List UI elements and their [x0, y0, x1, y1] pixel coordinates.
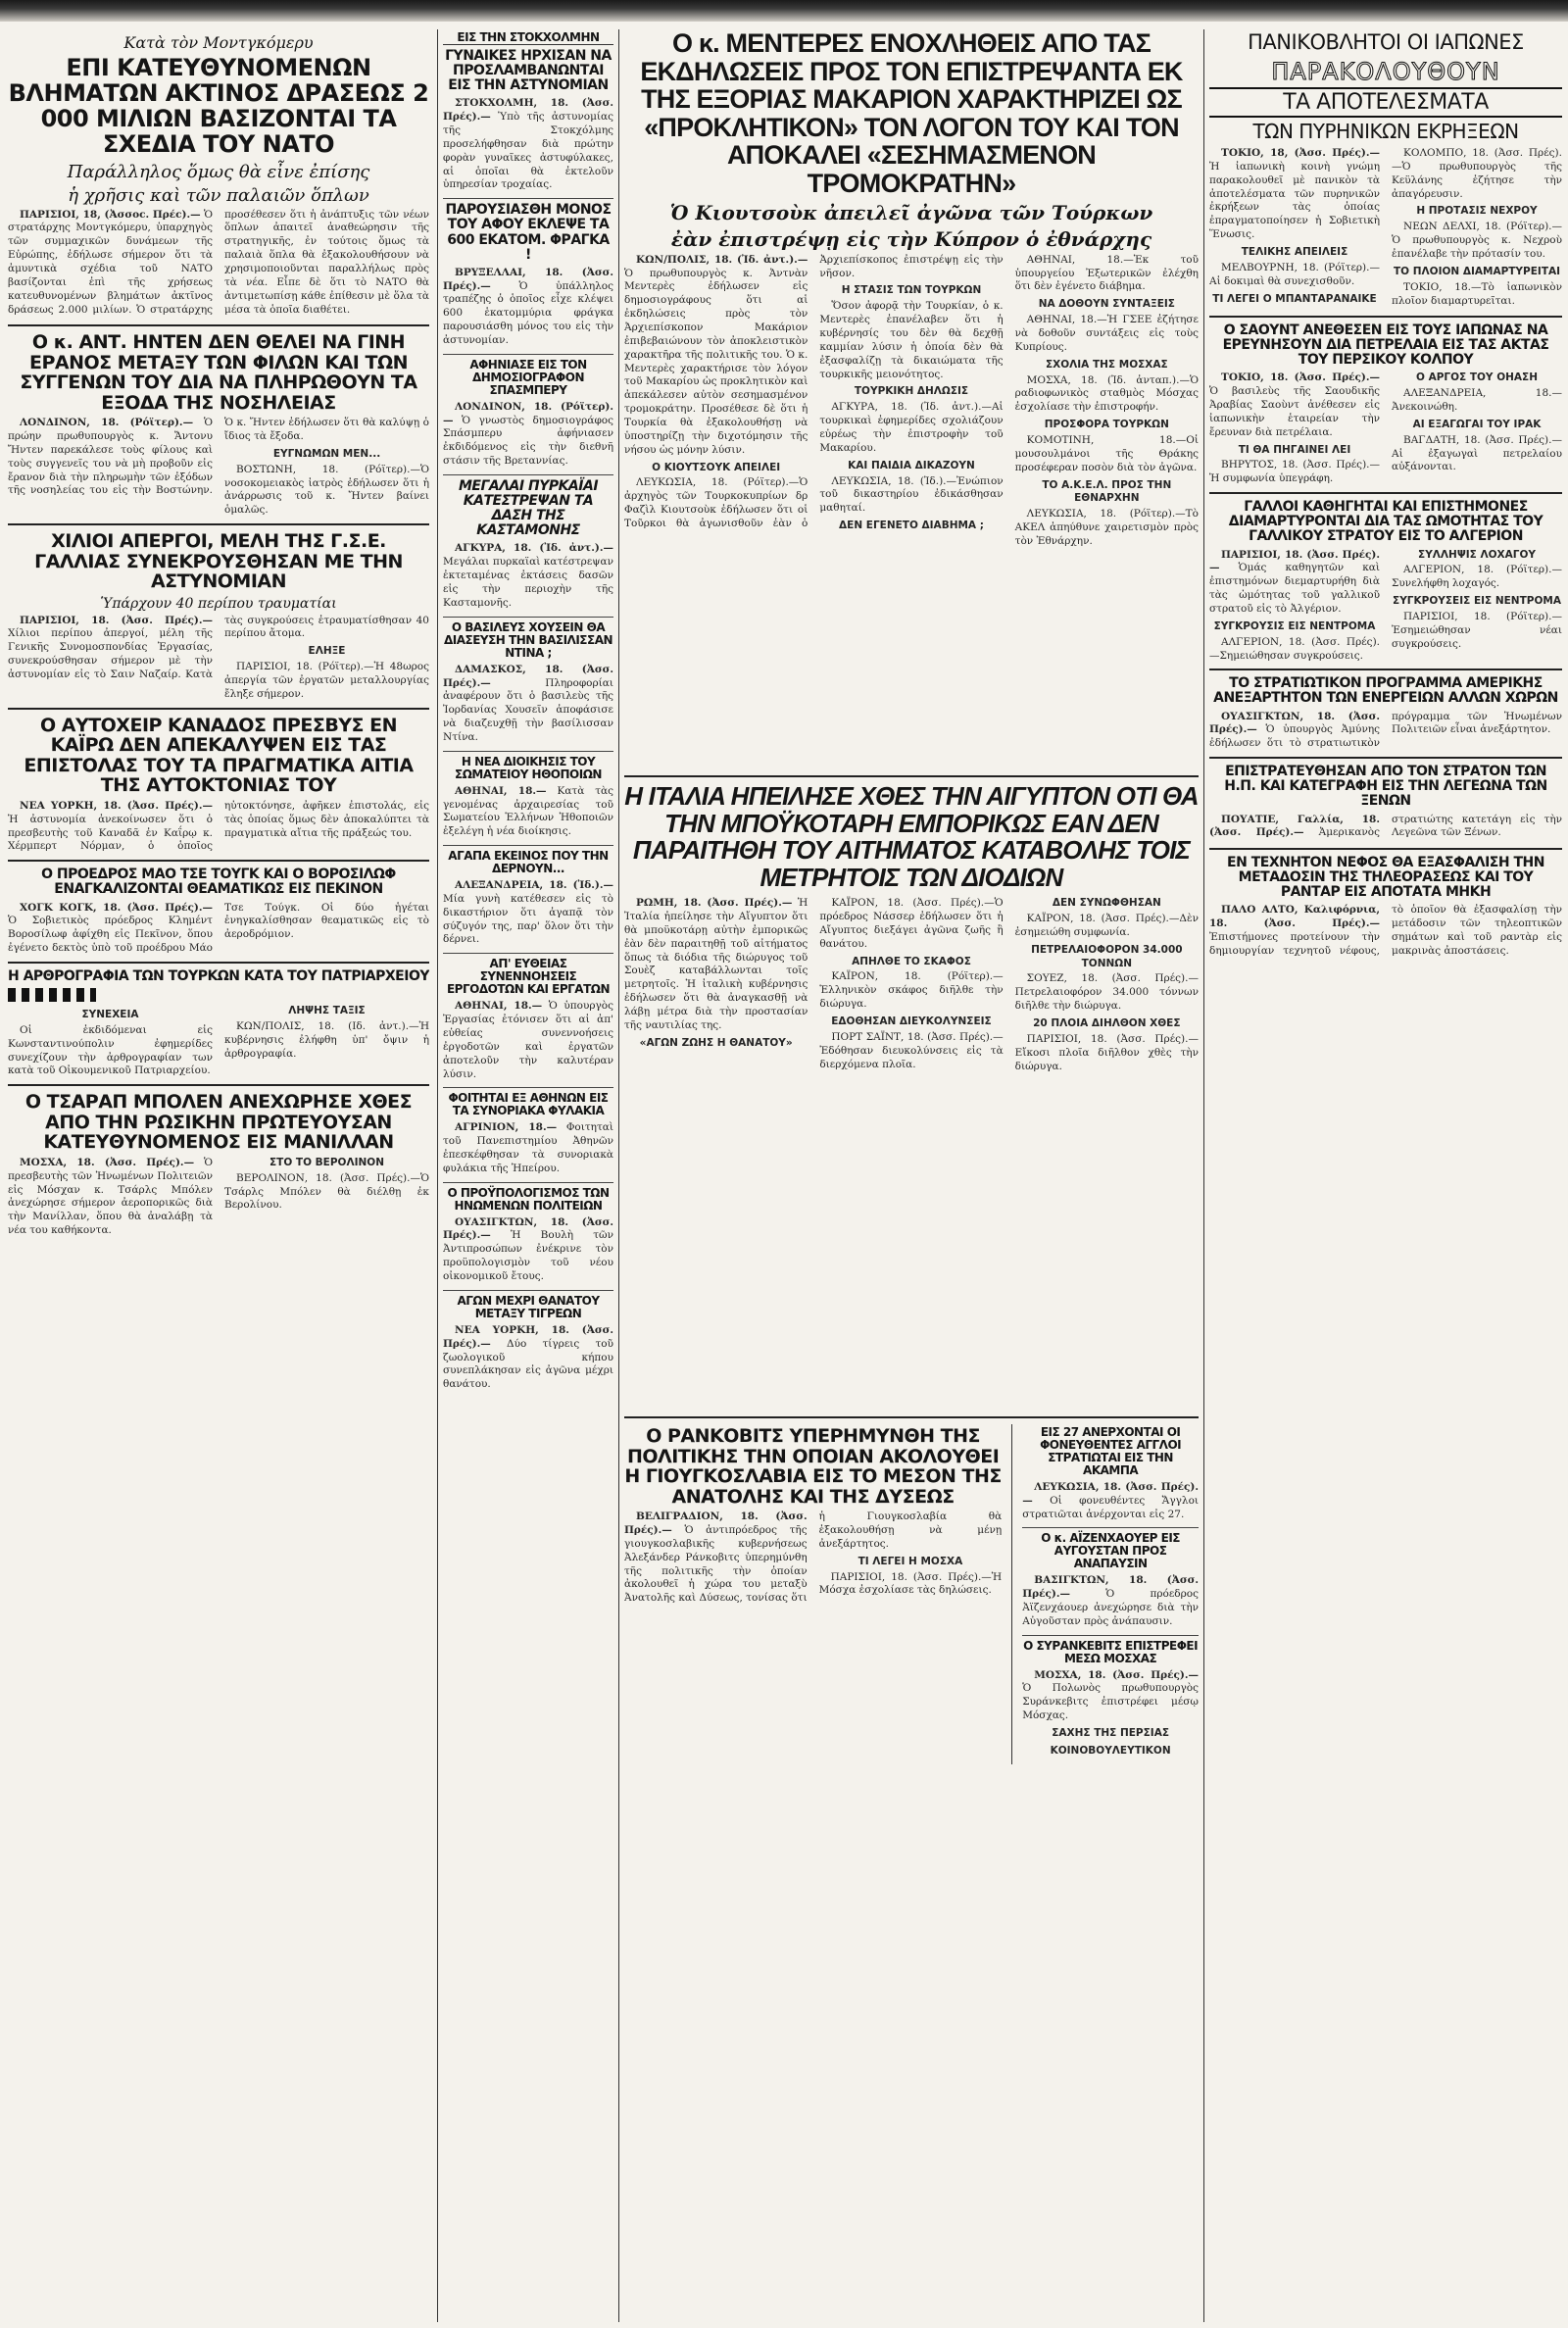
dateline: ΜΟΣΧΑ, 18. (Ἀσσ. Πρές).—: [1034, 1668, 1199, 1681]
section-subhead: ΤΟ ΠΛΟΙΟΝ ΔΙΑΜΑΡΤΥΡΕΙΤΑΙ: [1393, 265, 1561, 277]
article-body: [1209, 711, 1562, 752]
subheadline: Ὁ Κιουτσοὺκ ἀπειλεῖ ἀγῶνα τῶν Τούρκων: [669, 200, 1153, 224]
dateline: ΠΟΥΑΤΙΕ, Γαλλία, 18. (Ἀσσ. Πρές).—: [1209, 813, 1380, 839]
headline: Η ΑΡΘΡΟΓΡΑΦΙΑ ΤΩΝ ΤΟΥΡΚΩΝ ΚΑΤΑ ΤΟΥ ΠΑΤΡΙΑΡΧΕΙΟΥ: [8, 967, 429, 984]
headline: Ο ΒΑΣΙΛΕΥΣ ΧΟΥΣΕΙΝ ΘΑ ΔΙΑΣΕΥΣΗ ΤΗΝ ΒΑΣΙΛΙΣΣΑΝ ΝΤΙΝΑ ;: [443, 619, 613, 660]
dateline: ΚΩΝ/ΠΟΛΙΣ, 18. (Ἰδ. ἀντ.).—: [636, 253, 808, 266]
divider: [443, 1087, 613, 1088]
dateline: ΛΟΝΔΙΝΟΝ, 18. (Ρόϊτερ).—: [20, 417, 194, 429]
article-canada: [8, 716, 429, 855]
article-text: ΤΟΚΙΟ, 18.—Τὸ ἰαπωνικὸν πλοῖον διαμαρτυρεῖται.: [1392, 280, 1562, 307]
dateline: ΑΓΚΥΡΑ, 18. (Ἰδ. ἀντ.).—: [455, 542, 613, 555]
divider: [443, 845, 613, 846]
article-cloud: [1209, 856, 1562, 960]
article-text: Ἀμερικανὸς στρατιώτης κατετάγη εἰς τὴν Λεγεῶνα τῶν Ξένων.: [1318, 813, 1562, 839]
divider: [1209, 492, 1562, 494]
section-subhead: ΔΕΝ ΣΥΝΩΦΘΗΣΑΝ: [1052, 897, 1161, 910]
dateline: ΛΟΝΔΙΝΟΝ, 18. (Ρόϊτερ).—: [443, 400, 613, 426]
article-legion: [1209, 765, 1562, 842]
headline: Ο ΣΥΡΑΝΚΕΒΙΤΣ ΕΠΙΣΤΡΕΦΕΙ ΜΕΣΩ ΜΟΣΧΑΣ: [1023, 1638, 1199, 1665]
article-text: Ὁ ὑπουργὸς Ἀμύνης ἐδήλωσεν ὅτι τὸ στρατιωτικὸν πρόγραμμα τῶν Ἡνωμένων Πολιτειῶν εἶναι ἀνεξάρτητον.: [1209, 710, 1562, 750]
article-text: Ὁ Σοβιετικὸς πρόεδρος Κλημέντ Βοροσίλωφ ἀφίχθη εἰς Πεκῖνον, ὅπου ἐγένετο δεκτὸς ὑπὸ τοῦ προέδρου Μάο Τσε Τούγκ. Οἱ δύο ἡγέται ἐνηγκαλίσθησαν θεαματικῶς εἰς τὸ ἀεροδρόμιον.: [8, 901, 429, 955]
article-text: Ὁ πρόεδρος Ἀϊζενχάουερ ἀνεχώρησε διὰ τὴν Αὐγοῦσταν πρὸς ἀνάπαυσιν.: [1022, 1588, 1199, 1627]
divider: [8, 1084, 429, 1086]
section-subhead: ΤΙ ΛΕΓΕΙ Ο ΜΠΑΝΤΑΡΑΝΑΙΚΕ: [1212, 292, 1377, 305]
section-subhead: ΣΥΝΕΧΕΙΑ: [81, 1009, 139, 1021]
section-subhead: ΝΑ ΔΟΘΟΥΝ ΣΥΝΤΑΞΕΙΣ: [1038, 298, 1175, 311]
dateline: ΟΥΑΣΙΓΚΤΩΝ, 18. (Ἀσσ. Πρές).—: [1209, 710, 1380, 736]
section-subhead: ΤΟ Α.Κ.Ε.Λ. ΠΡΟΣ ΤΗΝ ΕΘΝΑΡΧΗΝ: [1042, 478, 1172, 505]
section-subhead: ΕΛΗΞΕ: [308, 645, 346, 658]
article-text: Ὁ Πολωνὸς πρωθυπουργὸς Συράνκεβιτς ἐπιστρέφει μέσῳ Μόσχας.: [1022, 1682, 1199, 1722]
dateline: ΒΡΥΞΕΛΛΑΙ, 18. (Ἀσσ. Πρές).—: [443, 266, 613, 292]
dateline: ΧΟΓΚ ΚΟΓΚ, 18. (Ἀσσ. Πρές).—: [20, 901, 213, 914]
dateline: ΑΛΕΞΑΝΔΡΕΙΑ, 18. (Ἰδ.).—: [455, 879, 613, 892]
headline: ΜΕΓΑΛΑΙ ΠΥΡΚΑΪΑΙ ΚΑΤΕΣΤΡΕΨΑΝ ΤΑ ΔΑΣΗ ΤΗΣ ΚΑΣΤΑΜΟΝΗΣ: [458, 478, 599, 539]
dateline: ΒΕΛΙΓΡΑΔΙΟΝ, 18. (Ἀσσ. Πρές).—: [624, 1511, 808, 1536]
article-body: [624, 897, 1199, 1073]
article-eisenhower: [1022, 1532, 1199, 1628]
article-text: Μεγάλαι πυρκαϊαὶ κατέστρεψαν ἐκτεταμένας ἐκτάσεις δασῶν εἰς τὴν περιοχὴν τῆς Κασταμονῆς.: [443, 556, 613, 609]
dateline: ΠΑΡΙΣΙΟΙ, 18, (Ἀσσοc. Πρέc).—: [20, 208, 201, 221]
article-body: [443, 267, 613, 348]
headline: ΓΑΛΛΟΙ ΚΑΘΗΓΗΤΑΙ ΚΑΙ ΕΠΙΣΤΗΜΟΝΕΣ ΔΙΑΜΑΡΤΥΡΟΝΤΑΙ ΔΙΑ ΤΑΣ ΩΜΟΤΗΤΑΣ ΤΟΥ ΓΑΛΛΙΚΟΥ ΣΤΡΑΤΟΥ ΕΙΣ ΤΟ ΑΛΓΕΡΙΟΝ: [1228, 499, 1544, 545]
dateline: ΑΘΗΝΑΙ, 18.—: [455, 784, 547, 797]
article-text: Ὁ πρεσβευτὴς τῶν Ἡνωμένων Πολιτειῶν εἰς Μόσχαν κ. Τσάρλς Μπόλεν ἀνεχώρησε σήμερον ἀεροπορικῶς διὰ τὴν Μανίλλαν, ὅπου θὰ ἀναλάβῃ τὰ νέα του καθήκοντα.: [8, 1156, 213, 1237]
article-body: [443, 542, 613, 610]
column-rule: [618, 29, 619, 2322]
column-4: [1209, 29, 1562, 2322]
article-body: [624, 254, 1199, 549]
headline-outline: ΠΑΡΑΚΟΛΟΥΘΟΥΝ: [1271, 57, 1500, 85]
article-text: Ὁ βασιλεὺς τῆς Σαουδικῆς Ἀραβίας Σαοὺντ ἀνέθεσεν εἰς ἰαπωνικὴν ἑταιρείαν τὴν ἔρευναν διὰ πετρέλαια.: [1209, 385, 1380, 438]
headline: ΕΠΙ ΚΑΤΕΥΘΥΝΟΜΕΝΩΝ ΒΛΗΜΑΤΩΝ ΑΚΤΙΝΟΣ ΔΡΑΣΕΩΣ 2 000 ΜΙΛΙΩΝ ΒΑΣΙΖΟΝΤΑΙ ΤΑ ΣΧΕΔΙΑ ΤΟΥ ΝΑΤΟ: [8, 54, 429, 158]
article-body: [1209, 371, 1562, 486]
headline: Ο κ. ΑΝΤ. ΗΝΤΕΝ ΔΕΝ ΘΕΛΕΙ ΝΑ ΓΙΝΗ ΕΡΑΝΟΣ ΜΕΤΑΞΥ ΤΩΝ ΦΙΛΩΝ ΚΑΙ ΤΩΝ ΣΥΓΓΕΝΩΝ ΤΟΥ ΔΙΑ ΝΑ ΠΛΗΡΩΘΟΥΝ ΤΑ ΕΞΟΔΑ ΤΗΣ ΝΟΣΗΛΕΙΑΣ: [20, 331, 417, 414]
section-subhead: Η ΣΤΑΣΙΣ ΤΩΝ ΤΟΥΡΚΩΝ: [841, 284, 982, 297]
divider: [443, 617, 613, 618]
article-body: [443, 879, 613, 947]
subheadline: ἡ χρῆσις καὶ τῶν παλαιῶν ὅπλων: [68, 184, 369, 206]
divider: [443, 751, 613, 752]
section-subhead: ΣΥΓΚΡΟΥΣΙΣ ΕΙΣ ΝΕΝΤΡΟΜΑ: [1213, 619, 1376, 632]
section-subhead: ΠΕΤΡΕΛΑΙΟΦΟΡΟΝ 34.000 ΤΟΝΝΩΝ: [1031, 943, 1183, 969]
headline: Η ΝΕΑ ΔΙΟΙΚΗΣΙΣ ΤΟΥ ΣΩΜΑΤΕΙΟΥ ΗΘΟΠΟΙΩΝ: [455, 754, 602, 781]
bottom-row: [624, 1424, 1199, 1764]
column-rule: [1011, 1424, 1012, 1764]
section-subhead: ΕΥΓΝΩΜΩΝ ΜΕΝ...: [272, 447, 381, 460]
article-body: [624, 1511, 1002, 1606]
article-text: Ἡ ἀστυνομία ἀνεκοίνωσεν ὅτι ὁ πρεσβευτὴς τοῦ Καναδᾶ ἐν Καΐρῳ κ. Χέρμπερτ Νόρμαν, ὁ ὁποῖος ηὐτοκτόνησε, ἀφῆκεν ἐπιστολάς, εἰς τὰς ὁποίας ὅμως δὲν ἀποκαλύπτει τὰ πραγματικὰ αἴτια τῆς πράξεώς του.: [8, 799, 429, 853]
divider: [443, 1290, 613, 1291]
article-menderes: [624, 29, 1199, 769]
section-subhead: ΑΠΗΛΘΕ ΤΟ ΣΚΑΦΟΣ: [852, 955, 971, 967]
section-subhead: Η ΠΡΟΤΑΣΙΣ ΝΕΧΡΟΥ: [1416, 205, 1538, 218]
article-text: ΚΟΜΟΤΙΝΗ, 18.—Οἱ μουσουλμάνοι τῆς Θράκης προσέφεραν ποσὸν διὰ τὸν ἀγῶνα.: [1014, 433, 1199, 473]
article-tigers: [443, 1295, 613, 1392]
headline: Η ΙΤΑΛΙΑ ΗΠΕΙΛΗΣΕ ΧΘΕΣ ΤΗΝ ΑΙΓΥΠΤΟΝ ΟΤΙ ΘΑ ΤΗΝ ΜΠΟΫΚΟΤΑΡΗ ΕΜΠΟΡΙΚΩΣ ΕΑΝ ΔΕΝ ΠΑΡΑΙΤΗΘΗ ΤΟΥ ΑΙΤΗΜΑΤΟΣ ΚΑΤΑΒΟΛΗΣ ΤΟΙΣ ΜΕΤΡΗΤΟΙΣ ΤΩΝ ΔΙΟΔΙΩΝ: [624, 783, 1199, 892]
article-text: ΠΑΡΙΣΙΟΙ, 18. (Ρόϊτερ).—Ἐσημειώθησαν νέαι συγκρούσεις.: [1392, 610, 1562, 650]
section-subhead: ΚΑΙ ΠΑΙΔΙΑ ΔΙΚΑΖΟΥΝ: [848, 459, 975, 471]
article-text: Ὅσον ἀφορᾷ τὴν Τουρκίαν, ὁ κ. Μεντερὲς ἐπανέλαβεν ὅτι ἡ κυβέρνησίς του δὲν θὰ δεχθῇ καμμίαν λύσιν ἡ ὁποία δὲν θὰ ἐξασφαλίζῃ τὰ δικαιώματα τῆς τουρκικῆς μειονότητος.: [819, 300, 1004, 380]
article-text: Ὁ ὑπάλληλος τραπέζης ὁ ὁποῖος εἶχε κλέψει 600 ἑκατομμύρια φράγκα παρουσιάσθη μόνος του εἰς τὴν ἀστυνομίαν.: [443, 279, 613, 347]
article-text: ΑΘΗΝΑΙ, 18.—Ἐκ τοῦ ὑπουργείου Ἐξωτερικῶν ἐλέχθη ὅτι δὲν ἐγένετο διάβημα.: [1014, 253, 1199, 293]
article-text: ΠΑΡΙΣΙΟΙ, 18. (Ἀσσ. Πρές).—Ἡ Μόσχα ἐσχολίασε τὰς δηλώσεις.: [818, 1570, 1003, 1597]
article-text: ΚΑΪΡΟΝ, 18. (Ρόϊτερ).—Ἑλληνικὸν σκάφος διῆλθε τὴν διώρυγα.: [819, 970, 1004, 1011]
divider: [624, 1416, 1199, 1418]
headline: Ο ΤΣΑΡΑΠ ΜΠΟΛΕΝ ΑΝΕΧΩΡΗΣΕ ΧΘΕΣ ΑΠΟ ΤΗΝ ΡΩΣΙΚΗΝ ΠΡΩΤΕΥΟΥΣΑΝ ΚΑΤΕΥΘΥΝΟΜΕΝΟΣ ΕΙΣ ΜΑΝΙΛΛΑΝ: [24, 1091, 413, 1154]
article-text: ΜΕΛΒΟΥΡΝΗ, 18. (Ρόϊτερ).—Αἱ δοκιμαὶ θὰ συνεχισθοῦν.: [1209, 261, 1380, 287]
dateline: ΒΑΣΙΓΚΤΩΝ, 18. (Ἀσσ. Πρές).—: [1022, 1574, 1199, 1601]
section-subhead: ΤΙ ΘΑ ΠΗΓΑΙΝΕΙ ΛΕΙ: [1238, 443, 1351, 456]
article-text: Ὑπὸ τῆς ἀστυνομίας τῆς Στοκχόλμης προσελήφθησαν διὰ πρώτην φορὰν γυναῖκες ἀστυφύλακες, αἱ ὁποῖαι θὰ ἐκτελοῦν ὑπηρεσίαν τροχαίας.: [443, 111, 613, 191]
article-francs: [443, 203, 613, 348]
headline: ΕΙΣ 27 ΑΝΕΡΧΟΝΤΑΙ ΟΙ ΦΟΝΕΥΘΕΝΤΕΣ ΑΓΓΛΟΙ ΣΤΡΑΤΙΩΤΑΙ ΕΙΣ ΤΗΝ ΑΚΑΜΠΑ: [1040, 1425, 1182, 1477]
column-2: [443, 29, 613, 2322]
section-subhead: ΣΤΟ ΤΟ ΒΕΡΟΛΙΝΟΝ: [270, 1156, 384, 1168]
article-text: Κατὰ τὰς γενομένας ἀρχαιρεσίας τοῦ Σωματείου Ἑλλήνων Ἠθοποιῶν ἐξελέγη ἡ νέα διοίκησις.: [443, 784, 613, 838]
headline: ΤΟ ΣΤΡΑΤΙΩΤΙΚΟΝ ΠΡΟΓΡΑΜΜΑ ΑΜΕΡΙΚΗΣ ΑΝΕΞΑΡΤΗΤΟΝ ΤΩΝ ΕΝΕΡΓΕΙΩΝ ΑΛΛΩΝ ΧΩΡΩΝ: [1213, 675, 1558, 707]
article-us-military: [1209, 676, 1562, 751]
article-body: [443, 785, 613, 839]
section-subhead: ΚΟΙΝΟΒΟΥΛΕΥΤΙΚΟΝ: [1050, 1744, 1171, 1757]
headline: ΓΥΝΑΙΚΕΣ ΗΡΧΙΣΑΝ ΝΑ ΠΡΟΣΛΑΜΒΑΝΩΝΤΑΙ ΕΙΣ ΤΗΝ ΑΣΤΥΝΟΜΙΑΝ: [445, 47, 612, 94]
dateline: ΑΘΗΝΑΙ, 18.—: [455, 1000, 543, 1013]
article-text: ΛΕΥΚΩΣΙΑ, 18. (Ρόϊτερ).—Τὸ ΑΚΕΛ ἀπηύθυνε χαιρετισμὸν πρὸς τὸν Ἐθνάρχην.: [1014, 508, 1199, 547]
article-text: ΑΘΗΝΑΙ, 18.—Ἡ ΓΣΕΕ ἐζήτησε νὰ δοθοῦν συντάξεις εἰς τοὺς Κυπρίους.: [1014, 314, 1199, 353]
headline: ΕΝ ΤΕΧΝΗΤΟΝ ΝΕΦΟΣ ΘΑ ΕΞΑΣΦΑΛΙΣΗ ΤΗΝ ΜΕΤΑΔΟΣΙΝ ΤΗΣ ΤΗΛΕΟΡΑΣΕΩΣ ΚΑΙ ΤΟΥ ΡΑΝΤΑΡ ΕΙΣ ΑΠΟΤΑΤΑ ΜΗΚΗ: [1227, 854, 1544, 900]
section-subhead: 20 ΠΛΟΙΑ ΔΙΗΛΘΟΝ ΧΘΕΣ: [1033, 1017, 1181, 1030]
article-text: Ὁ στρατάρχης Μοντγκόμερυ, ὑπαρχηγὸς τῶν συμμαχικῶν δυνάμεων τῆς Εὐρώπης, ἐδήλωσε σήμερον ὅτι τὰ ἀμυντικὰ σχέδια τοῦ ΝΑΤΟ βασίζονται ἐπὶ τῆς χρήσεως κατευθυνομένων βλημάτων ἀκτῖνος δράσεως 2.000 μιλίων. Ὁ στρατάρχης προσέθεσεν ὅτι ἡ ἀνάπτυξις τῶν νέων ὅπλων ἀπαιτεῖ ἀναθεώρησιν τῆς στρατηγικῆς, ἐν τούτοις ὅμως τὰ παλαιὰ ὅπλα θὰ ἐξακολουθήσουν νὰ χρησιμοποιοῦνται παραλλήλως πρὸς τὰ νέα. Εἶπε δὲ ὅτι τὸ ΝΑΤΟ θὰ ἀντιμετωπίσῃ κάθε ἐπίθεσιν μὲ ὅλα τὰ μέσα τὰ ὁποῖα διαθέτει.: [8, 208, 429, 316]
decorative-pattern: [8, 988, 96, 1002]
article-body: [1209, 814, 1562, 842]
divider: [1209, 316, 1562, 318]
article-cyrankiewicz: [1022, 1640, 1199, 1758]
article-text: ΒΕΡΟΛΙΝΟΝ, 18. (Ἀσσ. Πρές).—Ὁ Τσάρλς Μπόλεν θὰ διέλθῃ ἐκ Βερολίνου.: [224, 1171, 429, 1212]
column-3: [624, 29, 1199, 2322]
subheadline: Ὑπάρχουν 40 περίπου τραυματίαι: [100, 595, 337, 612]
column-1: [8, 29, 429, 2322]
article-fires: [443, 479, 613, 611]
article-text: ΚΩΝ/ΠΟΛΙΣ, 18. (Ιδ. ἀντ.).—Ἡ κυβέρνησις ἐλήφθη ὑπ' ὄψιν ἡ ἀρθρογραφία.: [224, 1019, 429, 1060]
article-text: ΚΑΪΡΟΝ, 18. (Ἀσσ. Πρές).—Ὁ πρόεδρος Νάσσερ ἐδήλωσεν ὅτι ἡ Αἴγυπτος διεξάγει ἀγῶνα ζωῆς ἢ θανάτου.: [819, 897, 1004, 950]
article-journalist: [443, 359, 613, 469]
article-body: [443, 97, 613, 192]
headline: ΑΓΑΠΑ ΕΚΕΙΝΟΣ ΠΟΥ ΤΗΝ ΔΕΡΝΟΥΝ...: [448, 849, 609, 876]
article-text: ΜΟΣΧΑ, 18. (Ἰδ. ἀνταπ.).—Ὁ ραδιοφωνικὸς σταθμὸς Μόσχας ἐσχολίασε τὴν ἐπιστροφήν.: [1014, 373, 1199, 414]
headline: ΦΟΙΤΗΤΑΙ ΕΞ ΑΘΗΝΩΝ ΕΙΣ ΤΑ ΣΥΝΟΡΙΑΚΑ ΦΥΛΑΚΙΑ: [448, 1091, 609, 1118]
divider: [443, 474, 613, 475]
article-students: [443, 1092, 613, 1175]
article-strikers: [8, 531, 429, 702]
column-rule: [437, 29, 438, 2322]
section-subhead: ΣΥΛΛΗΨΙΣ ΛΟΧΑΓΟΥ: [1418, 548, 1536, 561]
article-text: Πληροφορίαι ἀναφέρουν ὅτι ὁ βασιλεὺς τῆς Ἰορδανίας Χουσεῖν ἀποφάσισε νὰ διαζευχθῇ τὴν βασίλισσαν Ντίνα.: [443, 676, 613, 743]
headline: Ο ΡΑΝΚΟΒΙΤΣ ΥΠΕΡΗΜΥΝΘΗ ΤΗΣ ΠΟΛΙΤΙΚΗΣ ΤΗΝ ΟΠΟΙΑΝ ΑΚΟΛΟΥΘΕΙ Η ΓΙΟΥΓΚΟΣΛΑΒΙΑ ΕΙΣ ΤΟ ΜΕΣΟΝ ΤΗΣ ΑΝΑΤΟΛΗΣ ΚΑΙ ΤΗΣ ΔΥΣΕΩΣ: [624, 1425, 1002, 1508]
article-text: ΑΓΚΥΡΑ, 18. (Ἰδ. ἀντ.).—Αἱ τουρκικαὶ ἐφημερίδες σχολιάζουν εὐρέως τὴν ἐπιστροφὴν τοῦ Μακαρίου.: [819, 401, 1004, 454]
article-body: [8, 1157, 429, 1238]
article-algeria: [1209, 500, 1562, 663]
article-italy: [624, 783, 1199, 1411]
side-column: [1022, 1424, 1199, 1764]
headline: Ο ΣΑΟΥΝΤ ΑΝΕΘΕΣΕΝ ΕΙΣ ΤΟΥΣ ΙΑΠΩΝΑΣ ΝΑ ΕΡΕΥΝΗΣΟΥΝ ΔΙΑ ΠΕΤΡΕΛΑΙΑ ΕΙΣ ΤΑΣ ΑΚΤΑΣ ΤΟΥ ΠΕΡΣΙΚΟΥ ΚΟΛΠΟΥ: [1222, 322, 1549, 369]
article-text: Ὁ ὑπουργὸς Ἐργασίας ἐτόνισεν ὅτι αἱ ἀπ' εὐθείας συνεννοήσεις ἐργοδοτῶν καὶ ἐργατῶν ἀποτελοῦν τὴν καλυτέραν λύσιν.: [443, 1000, 613, 1080]
section-subhead: Ο ΑΡΓΟΣ ΤΟΥ ΟΗΑΣΗ: [1416, 371, 1538, 384]
article-text: ΠΑΡΙΣΙΟΙ, 18. (Ρόϊτερ).—Ἡ 48ωρος ἀπεργία τῶν ἐργατῶν μεταλλουργίας ἔληξε σήμερον.: [224, 661, 429, 700]
kicker: Κατὰ τὸν Μοντγκόμερυ: [123, 33, 314, 52]
dateline: ΤΟΚΙΟ, 18, (Ἀσσ. Πρές).—: [1221, 147, 1380, 160]
article-body: [443, 1324, 613, 1392]
article-text: Ἡ ἰαπωνικὴ κοινὴ γνώμη παρακολουθεῖ μὲ πανικὸν τὰ ἀποτελέσματα τῶν πυρηνικῶν ἐκρήξεων τὰς ὁποίας ἐπραγματοποίησεν ἡ Σοβιετικὴ Ἕνωσις.: [1209, 160, 1380, 241]
dateline: ΠΑΡΙΣΙΟΙ, 18. (Ἀσσ. Πρές).—: [1209, 548, 1380, 574]
article-text: Ἐπιστήμονες προτείνουν τὴν δημιουργίαν τεχνητοῦ νέφους, τὸ ὁποῖον θὰ ἐξασφαλίσῃ τὴν μετάδοσιν τῶν τηλεοπτικῶν σημάτων καὶ τοῦ ραντὰρ εἰς μακρινὰς ἀποστάσεις.: [1209, 904, 1562, 957]
divider: [8, 708, 429, 710]
article-text: Χίλιοι περίπου ἀπεργοί, μέλη τῆς Γενικῆς Συνομοσπονδίας Ἐργασίας, συνεκρούσθησαν σήμερον μὲ τὴν ἀστυνομίαν εἰς τὸ Σαιν Ναζαίρ. Κατὰ τὰς συγκρούσεις ἐτραυματίσθησαν 40 περίπου ἄτομα.: [8, 614, 429, 681]
article-text: ΠΑΡΙΣΙΟΙ, 18. (Ἀσσ. Πρές).—Εἴκοσι πλοῖα διῆλθον χθὲς τὴν διώρυγα.: [1014, 1032, 1199, 1072]
section-subhead: ΔΕΝ ΕΓΕΝΕΤΟ ΔΙΑΒΗΜΑ ;: [839, 520, 984, 532]
headline: Ο ΑΥΤΟΧΕΙΡ ΚΑΝΑΔΟΣ ΠΡΕΣΒΥΣ ΕΝ ΚΑΪΡΩ ΔΕΝ ΑΠΕΚΑΛΥΨΕΝ ΕΙΣ ΤΑΣ ΕΠΙΣΤΟΛΑΣ ΤΟΥ ΤΑ ΠΡΑΓΜΑΤΙΚΑ ΑΙΤΙΑ ΤΗΣ ΑΥΤΟΚΤΟΝΙΑΣ ΤΟΥ: [24, 714, 414, 797]
article-body: [1209, 147, 1562, 310]
article-eden: [8, 332, 429, 518]
article-body: [443, 1216, 613, 1284]
article-body: [8, 209, 429, 319]
article-patriarchate: [8, 969, 429, 1078]
section-subhead: ΤΙ ΛΕΓΕΙ Η ΜΟΣΧΑ: [858, 1555, 963, 1567]
divider: [1209, 848, 1562, 850]
article-text: Ὁ πρώην πρωθυπουργὸς κ. Ἄντονυ Ἤντεν παρεκάλεσε τοὺς φίλους καὶ τοὺς συγγενεῖς του νὰ μὴ προβοῦν εἰς ἔρανον διὰ τὴν πληρωμὴν τῶν ἐξόδων τῆς νοσηλείας του εἰς τὴν Βοστώνην. Ὁ κ. Ἤντεν ἐδήλωσεν ὅτι θὰ καλύψῃ ὁ ἴδιος τὰ ἔξοδα.: [8, 417, 429, 497]
article-text: Δύο τίγρεις τοῦ ζωολογικοῦ κήπου συνεπλάκησαν εἰς ἀγῶνα μέχρι θανάτου.: [443, 1337, 613, 1391]
article-body: [1022, 1574, 1199, 1628]
article-text: ΒΟΣΤΩΝΗ, 18. (Ρόϊτερ).—Ὁ νοσοκομειακὸς ἰατρὸς ἐδήλωσεν ὅτι ἡ ἀνάρρωσις τοῦ κ. Ἤντεν βαίνει ὁμαλῶς.: [224, 463, 429, 517]
article-actors: [443, 756, 613, 839]
article-text: Ὁμάς καθηγητῶν καὶ ἐπιστημόνων διεμαρτυρήθη διὰ τὰς ὠμότητας τοῦ γαλλικοῦ στρατοῦ εἰς τὸ Ἀλγέριον.: [1209, 562, 1380, 615]
divider: [1209, 757, 1562, 759]
article-bohlen: [8, 1092, 429, 1238]
section-subhead: ΣΑΧΗΣ ΤΗΣ ΠΕΡΣΙΑΣ: [1052, 1727, 1170, 1740]
headline: ΕΠΙΣΤΡΑΤΕΥΘΗΣΑΝ ΑΠΟ ΤΟΝ ΣΤΡΑΤΟΝ ΤΩΝ Η.Π. ΚΑΙ ΚΑΤΕΓΡΑΦΗ ΕΙΣ ΤΗΝ ΛΕΓΕΩΝΑ ΤΩΝ ΞΕΝΩΝ: [1224, 764, 1547, 810]
subheadline: ἐὰν ἐπιστρέψῃ εἰς τὴν Κύπρον ὁ ἐθνάρχης: [670, 226, 1152, 251]
section-subhead: ΣΧΟΛΙΑ ΤΗΣ ΜΟΣΧΑΣ: [1045, 358, 1168, 371]
article-body: [8, 615, 429, 702]
article-text: ΠΟΡΤ ΣΑΪΝΤ, 18. (Ἀσσ. Πρές).—Ἐδόθησαν διευκολύνσεις εἰς τὰ διερχόμενα πλοῖα.: [819, 1030, 1004, 1070]
dateline: ΔΑΜΑΣΚΟΣ, 18. (Ἀσσ. Πρές).—: [443, 663, 613, 689]
divider: [443, 1182, 613, 1183]
dateline: ΟΥΑΣΙΓΚΤΩΝ, 18. (Ἀσσ. Πρές).—: [443, 1215, 613, 1242]
article-text: Φοιτηταὶ τοῦ Πανεπιστημίου Ἀθηνῶν ἐπεσκέφθησαν τὰ συνοριακὰ φυλάκια τῆς Ἠπείρου.: [443, 1121, 613, 1174]
article-text: Ὁ ἀντιπρόεδρος τῆς γιουγκοσλαβικῆς κυβερνήσεως Ἀλεξάνδερ Ράνκοβιτς ὑπερημύνθη τῆς πολιτικῆς τὴν ὁποίαν ἀκολουθεῖ ἡ χώρα του μεταξὺ Ἀνατολῆς καὶ Δύσεως, τονίσας ὅτι ἡ Γιουγκοσλαβία θὰ ἐξακολουθήσῃ νὰ μένῃ ἀνεξάρτητος.: [624, 1511, 1003, 1605]
article-saud: [1209, 323, 1562, 486]
article-budget: [443, 1187, 613, 1284]
article-text: ΑΛΓΕΡΙΟΝ, 18. (Ρόϊτερ).—Συνελήφθη λοχαγός.: [1392, 564, 1562, 590]
dateline: ΑΓΡΙΝΙΟΝ, 18.—: [455, 1121, 558, 1134]
article-text: ΒΑΓΔΑΤΗ, 18. (Ἀσσ. Πρές).—Αἱ ἐξαγωγαὶ πετρελαίου αὐξάνονται.: [1392, 433, 1562, 473]
article-text: ΛΕΥΚΩΣΙΑ, 18. (Ρόϊτερ).—Ὁ ἀρχηγὸς τῶν Τουρκοκυπρίων δρ Φαζὶλ Κιουτσοὺκ ἐδήλωσεν ὅτι οἱ Τοῦρκοι θὰ ἀγωνισθοῦν ἐὰν ὁ Ἀρχιεπίσκοπος ἐπιστρέψῃ εἰς τὴν νῆσον.: [624, 253, 1004, 529]
section-subhead: ΤΕΛΙΚΗΣ ΑΠΕΙΛΕΙΣ: [1241, 246, 1348, 259]
column-rule: [1203, 29, 1204, 2322]
headline: ΧΙΛΙΟΙ ΑΠΕΡΓΟΙ, ΜΕΛΗ ΤΗΣ Γ.Σ.Ε. ΓΑΛΛΙΑΣ ΣΥΝΕΚΡΟΥΣΘΗΣΑΝ ΜΕ ΤΗΝ ΑΣΤΥΝΟΜΙΑΝ: [34, 530, 403, 593]
divider: [8, 324, 429, 326]
article-mao: [8, 867, 429, 956]
divider: [1022, 1527, 1199, 1528]
headline: ΑΓΩΝ ΜΕΧΡΙ ΘΑΝΑΤΟΥ ΜΕΤΑΞΥ ΤΙΓΡΕΩΝ: [457, 1293, 600, 1320]
article-text: ΑΛΓΕΡΙΟΝ, 18. (Ἀσσ. Πρές).—Σημειώθησαν συγκρούσεις.: [1209, 635, 1380, 662]
article-text: Ἡ Βουλὴ τῶν Ἀντιπροσώπων ἐνέκρινε τὸν προϋπολογισμὸν τοῦ νέου οἰκονομικοῦ ἔτους.: [443, 1229, 613, 1283]
article-text: ΝΕΩΝ ΔΕΛΧΙ, 18. (Ρόϊτερ).—Ὁ πρωθυπουργὸς κ. Νεχροὺ ἐπανέλαβε τὴν πρότασίν του.: [1392, 221, 1562, 261]
article-body: [8, 417, 429, 518]
headline: ΑΠ' ΕΥΘΕΙΑΣ ΣΥΝΕΝΝΟΗΣΕΙΣ ΕΡΓΟΔΟΤΩΝ ΚΑΙ ΕΡΓΑΤΩΝ: [446, 957, 611, 997]
headline-boxed: ΤΑ ΑΠΟΤΕΛΕΣΜΑΤΑ: [1209, 87, 1562, 119]
headline: Ο κ. ΜΕΝΤΕΡΕΣ ΕΝΟΧΛΗΘΕΙΣ ΑΠΟ ΤΑΣ ΕΚΔΗΛΩΣΕΙΣ ΠΡΟΣ ΤΟΝ ΕΠΙΣΤΡΕΨΑΝΤΑ ΕΚ ΤΗΣ ΕΞΟΡΙΑΣ ΜΑΚΑΡΙΟΝ ΧΑΡΑΚΤΗΡΙΖΕΙ ΩΣ «ΠΡΟΚΛΗΤΙΚΟΝ» ΤΟΝ ΛΟΓΟΝ ΤΟΥ ΚΑΙ ΤΟΝ ΑΠΟΚΑΛΕΙ «ΣΕΣΗΜΑΣΜΕΝΟΝ ΤΡΟΜΟΚΡΑΤΗΝ»: [640, 29, 1183, 199]
article-text: ΣΟΥΕΖ, 18. (Ἀσσ. Πρές).—Πετρελαιοφόρον 34.000 τόννων διῆλθε τὴν διώρυγα.: [1014, 972, 1199, 1013]
article-text: Ὁ πρωθυπουργὸς κ. Ἀντνὰν Μεντερὲς ἐδήλωσεν εἰς δημοσιογράφους ὅτι αἱ ἐκδηλώσεις πρὸς τὸν Ἀρχιεπίσκοπον Μακάριον ἐπιβεβαιώνουν τὸν ἀποκλειστικὸν χαρακτῆρα τῆς πολιτικῆς του. Ὁ κ. Μεντερὲς χαρακτήρισε τὸν λόγον τοῦ Μακαρίου ὡς προκλητικὸν καὶ ἀπεκάλεσεν αὐτὸν σεσημασμένον τρομοκράτην. Προσέθεσε δὲ ὅτι ἡ Τουρκία θὰ ἐξακολουθήσῃ νὰ ὑποστηρίζῃ τὴν διχοτόμησιν τῆς νήσου ὡς μόνην λύσιν.: [624, 267, 808, 456]
article-text: ΚΑΪΡΟΝ, 18. (Ἀσσ. Πρές).—Δὲν ἐσημειώθη συμφωνία.: [1014, 913, 1199, 938]
divider: [443, 354, 613, 355]
article-body: [1022, 1481, 1199, 1522]
headline: ΠΑΡΟΥΣΙΑΣΘΗ ΜΟΝΟΣ ΤΟΥ ΑΦΟΥ ΕΚΛΕΨΕ ΤΑ 600 ΕΚΑΤΟΜ. ΦΡΑΓΚΑ !: [445, 202, 612, 263]
article-body: [8, 1005, 429, 1078]
article-body: [443, 401, 613, 469]
article-body: [8, 902, 429, 956]
section-label: ΕΙΣ ΤΗΝ ΣΤΟΚΧΟΛΜΗΝ: [443, 31, 613, 45]
divider: [1022, 1635, 1199, 1636]
dateline: ΠΑΡΙΣΙΟΙ, 18. (Ἀσσ. Πρές).—: [20, 614, 213, 626]
article-body: [1209, 549, 1562, 664]
article-text: Ἡ Ἰταλία ἠπείλησε τὴν Αἴγυπτον ὅτι θὰ μποϋκοτάρῃ αὐτὴν ἐμπορικῶς ἐὰν δὲν παραιτηθῇ τοῦ αἰτήματος ὅπως τὰ διόδια τῆς διώρυγος τοῦ Σουὲζ καταβάλλωνται τοῖς μετρητοῖς. Ἡ ἰταλικὴ κυβέρνησις ἐδήλωσεν ὅτι θὰ ἀναγκασθῇ νὰ λάβῃ μέτρα διὰ τὴν προστασίαν τῆς ναυτιλίας της.: [624, 897, 808, 1031]
headline: ΤΩΝ ΠΥΡΗΝΙΚΩΝ ΕΚΡΗΞΕΩΝ: [1252, 120, 1519, 144]
headline: Ο ΠΡΟΕΔΡΟΣ ΜΑΟ ΤΣΕ ΤΟΥΓΚ ΚΑΙ Ο ΒΟΡΟΣΙΛΩΦ ΕΝΑΓΚΑΛΙΖΟΝΤΑΙ ΘΕΑΜΑΤΙΚΩΣ ΕΙΣ ΠΕΚΙΝΟΝ: [41, 867, 396, 898]
section-subhead: ΣΥΓΚΡΟΥΣΕΙΣ ΕΙΣ ΝΕΝΤΡΟΜΑ: [1393, 595, 1561, 608]
dateline: ΡΩΜΗ, 18. (Ἀσσ. Πρές).—: [636, 897, 793, 910]
section-subhead: ΑΙ ΕΞΑΓΩΓΑΙ ΤΟΥ ΙΡΑΚ: [1412, 418, 1542, 430]
section-subhead: ΕΔΟΘΗΣΑΝ ΔΙΕΥΚΟΛΥΝΣΕΙΣ: [831, 1015, 992, 1028]
article-text: ΛΕΥΚΩΣΙΑ, 18. (Ἰδ.).—Ἐνώπιον τοῦ δικαστηρίου ἐδικάσθησαν μαθηταί.: [819, 474, 1004, 515]
article-text: ΒΗΡΥΤΟΣ, 18. (Ἀσσ. Πρές).—Ἡ συμφωνία ὑπεγράφη.: [1209, 459, 1380, 485]
divider: [1209, 669, 1562, 670]
article-body: [8, 800, 429, 854]
article-body: [443, 1121, 613, 1175]
article-body: [443, 1000, 613, 1081]
article-love: [443, 850, 613, 947]
article-body: [443, 664, 613, 745]
divider: [624, 775, 1199, 777]
article-nato: [8, 56, 429, 319]
article-text: Μία γυνὴ κατέθεσεν εἰς τὸ δικαστήριον ὅτι ἀγαπᾷ τὸν σύζυγόν της, παρ' ὅλον ὅτι τὴν δέρνει.: [443, 892, 613, 946]
article-employers: [443, 958, 613, 1081]
article-rankovic: [624, 1424, 1002, 1758]
dateline: ΝΕΑ ΥΟΡΚΗ, 18. (Ἀσσ. Πρές).—: [20, 799, 213, 812]
subheadline: Παράλληλος ὅμως θὰ εἶνε ἐπίσης: [67, 161, 370, 182]
section-subhead: ΤΟΥΡΚΙΚΗ ΔΗΛΩΣΙΣ: [854, 385, 969, 398]
page-top-edge: [0, 0, 1568, 22]
headline: ΠΑΝΙΚΟΒΛΗΤΟΙ ΟΙ ΙΑΠΩΝΕΣ: [1248, 30, 1524, 54]
section-subhead: ΛΗΨΗΣ ΤΑΞΙΣ: [288, 1005, 366, 1017]
article-text: ΑΛΕΞΑΝΔΡΕΙΑ, 18.—Ἀνεκοινώθη.: [1392, 387, 1562, 414]
dateline: ΝΕΑ ΥΟΡΚΗ, 18. (Ἀσσ. Πρές).—: [443, 1323, 613, 1350]
article-text: Οἱ φονευθέντες Ἄγγλοι στρατιῶται ἀνέρχονται εἰς 27.: [1022, 1494, 1199, 1520]
section-subhead: Ο ΚΙΟΥΤΣΟΥΚ ΑΠΕΙΛΕΙ: [652, 461, 781, 473]
article-text: Οἱ ἐκδιδόμεναι εἰς Κωνσταντινούπολιν ἐφημερίδες συνεχίζουν τὴν ἀρθρογραφίαν των κατὰ τοῦ Οἰκουμενικοῦ Πατριαρχείου.: [8, 1023, 213, 1077]
headline: Ο κ. ΑΪΖΕΝΧΑΟΥΕΡ ΕΙΣ ΑΥΓΟΥΣΤΑΝ ΠΡΟΣ ΑΝΑΠΑΥΣΙΝ: [1041, 1531, 1180, 1571]
article-stockholm: [443, 31, 613, 192]
article-aqaba: [1022, 1426, 1199, 1521]
headline: ΑΦΗΝΙΑΣΕ ΕΙΣ ΤΟΝ ΔΗΜΟΣΙΟΓΡΑΦΟΝ ΣΠΑΣΜΠΕΡΥ: [469, 357, 587, 397]
article-body: [1022, 1669, 1199, 1758]
section-subhead: ΠΡΟΣΦΟΡΑ ΤΟΥΡΚΩΝ: [1044, 419, 1169, 431]
dateline: ΠΑΛΟ ΑΛΤΟ, Καλιφόρνια, 18. (Ἀσσ. Πρές).—: [1209, 904, 1380, 929]
dateline: ΤΟΚΙΟ, 18. (Ἀσσ. Πρές).—: [1221, 371, 1380, 384]
divider: [443, 198, 613, 199]
article-text: ΚΟΛΟΜΠΟ, 18. (Ἀσσ. Πρές).—Ὁ πρωθυπουργὸς τῆς Κεϋλάνης ἐζήτησε τὴν ἀπαγόρευσιν.: [1392, 147, 1562, 200]
article-japan: [1209, 31, 1562, 310]
article-text: Ὁ γνωστὸς δημοσιογράφος Σπάσμπερυ ἀφήνιασεν ἐκδιδόμενος εἰς τὴν διεθνῆ στάσιν τῆς Βρεταννίας.: [443, 414, 613, 468]
dateline: ΜΟΣΧΑ, 18. (Ἀσσ. Πρές).—: [20, 1156, 195, 1168]
dateline: ΛΕΥΚΩΣΙΑ, 18. (Ἀσσ. Πρές).—: [1022, 1480, 1199, 1507]
dateline: ΣΤΟΚΧΟΛΜΗ, 18. (Ἀσσ. Πρές).—: [443, 97, 613, 124]
headline: Ο ΠΡΟΫΠΟΛΟΓΙΣΜΟΣ ΤΩΝ ΗΝΩΜΕΝΩΝ ΠΟΛΙΤΕΙΩΝ: [447, 1185, 610, 1213]
divider: [8, 962, 429, 964]
section-subhead: «ΑΓΩΝ ΖΩΗΣ Η ΘΑΝΑΤΟΥ»: [639, 1036, 793, 1049]
divider: [8, 860, 429, 862]
article-body: [1209, 904, 1562, 960]
article-hussein: [443, 621, 613, 745]
divider: [443, 953, 613, 954]
divider: [8, 523, 429, 525]
